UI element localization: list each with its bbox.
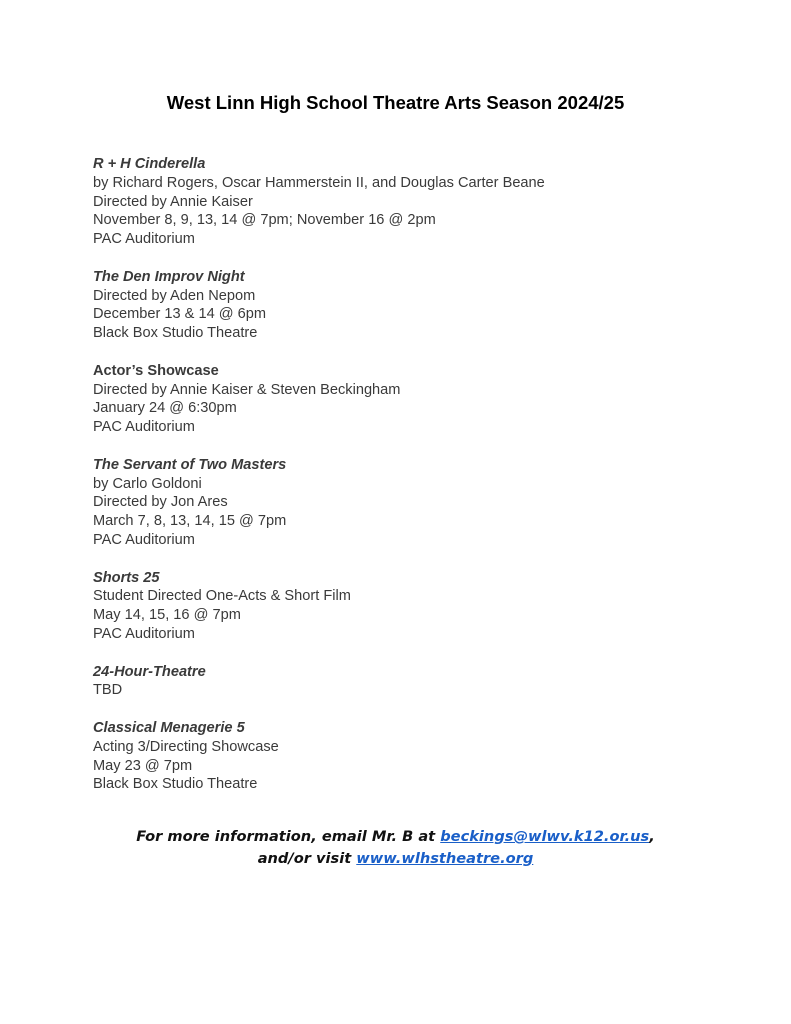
contact-line-email: [0, 826, 791, 848]
event-detail: Student Directed One-Acts & Short Film: [93, 588, 351, 605]
event-detail: Directed by Jon Ares: [93, 494, 228, 511]
event-item: [93, 362, 733, 437]
event-title: Shorts 25: [93, 569, 160, 586]
email-link[interactable]: beckings@wlwv.k12.or.us: [440, 828, 650, 845]
page-title: West Linn High School Theatre Arts Season 2024/25: [166, 92, 625, 113]
event-detail: Directed by Aden Nepom: [93, 287, 256, 304]
contact-footer: [0, 826, 791, 870]
event-title: 24-Hour-Theatre: [93, 663, 206, 680]
event-item: [93, 663, 733, 701]
event-detail: PAC Auditorium: [93, 531, 195, 548]
event-detail: PAC Auditorium: [93, 231, 195, 248]
event-detail: Directed by Annie Kaiser: [93, 193, 253, 210]
event-item: [93, 719, 733, 794]
event-detail: December 13 & 14 @ 6pm: [93, 306, 266, 323]
event-title: Actor’s Showcase: [93, 362, 219, 379]
event-item: [93, 456, 733, 550]
event-detail: by Richard Rogers, Oscar Hammerstein II, and Douglas Carter Beane: [93, 174, 545, 191]
contact-line-website: [0, 848, 791, 870]
event-detail: by Carlo Goldoni: [93, 475, 202, 492]
event-item: [93, 155, 733, 249]
website-prefix: and/or visit: [257, 850, 357, 867]
event-item: [93, 268, 733, 343]
event-detail: January 24 @ 6:30pm: [93, 400, 237, 417]
event-title: The Den Improv Night: [93, 268, 245, 285]
event-detail: Directed by Annie Kaiser & Steven Beckingham: [93, 381, 401, 398]
event-detail: Black Box Studio Theatre: [93, 776, 258, 793]
event-detail: May 23 @ 7pm: [93, 757, 193, 774]
email-suffix: ,: [649, 828, 655, 845]
event-detail: May 14, 15, 16 @ 7pm: [93, 607, 241, 624]
event-title: Classical Menagerie 5: [93, 719, 245, 736]
event-detail: PAC Auditorium: [93, 419, 195, 436]
email-prefix: For more information, email Mr. B at: [136, 828, 441, 845]
event-detail: November 8, 9, 13, 14 @ 7pm; November 16 @ 2pm: [93, 212, 436, 229]
event-title: The Servant of Two Masters: [93, 456, 287, 473]
event-detail: PAC Auditorium: [93, 625, 195, 642]
event-detail: Black Box Studio Theatre: [93, 325, 258, 342]
event-list: [93, 155, 733, 813]
website-link[interactable]: www.wlhstheatre.org: [356, 850, 534, 867]
event-item: [93, 569, 733, 644]
event-detail: Acting 3/Directing Showcase: [93, 738, 279, 755]
event-title: R + H Cinderella: [93, 156, 206, 172]
event-detail: TBD: [93, 682, 123, 699]
event-detail: March 7, 8, 13, 14, 15 @ 7pm: [93, 513, 287, 530]
